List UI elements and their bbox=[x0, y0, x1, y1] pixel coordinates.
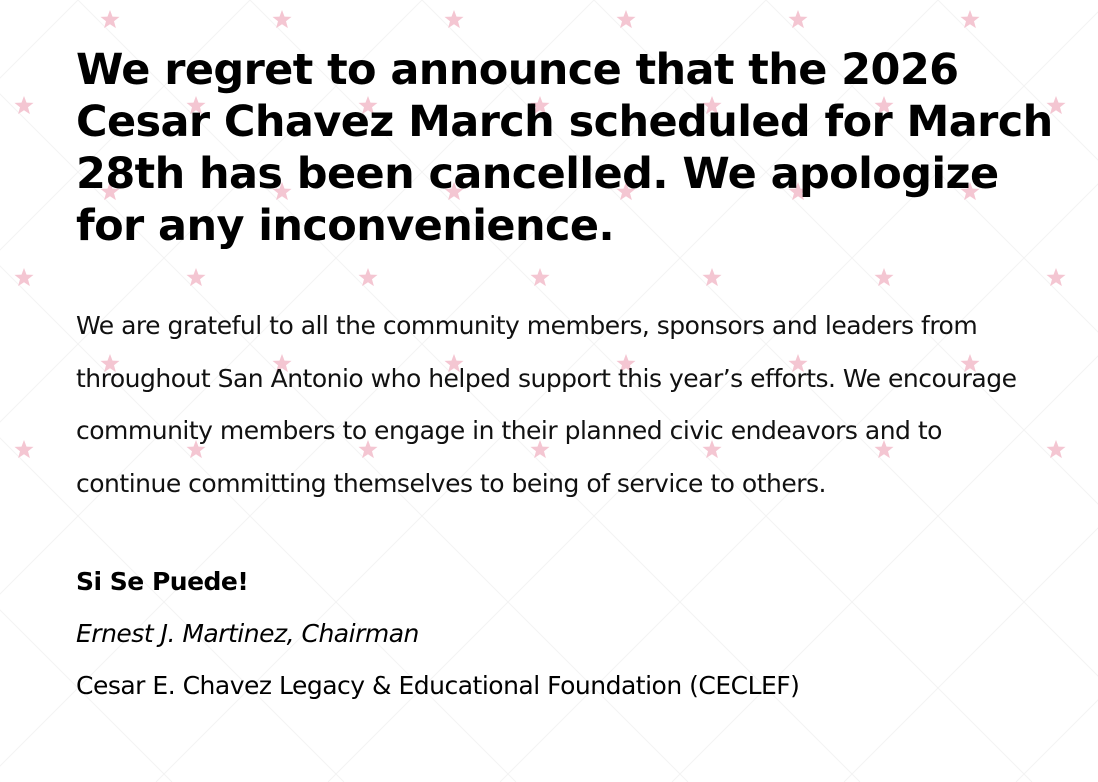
announcement-content bbox=[76, 44, 1066, 712]
cancellation-headline: We regret to announce that the 2026 Cesar Chavez March scheduled for March 28th has been cancelled. We apologize for any inconvenience. bbox=[76, 45, 1053, 251]
chairman-signature: Ernest J. Martinez, Chairman bbox=[76, 619, 419, 648]
gratitude-message: We are grateful to all the community members, sponsors and leaders from throughout San Antonio who helped support this year’s efforts. We encourage community members to engage in their planned civic endeavors and to continue committing themselves to being of service to others. bbox=[76, 311, 1017, 498]
foundation-name: Cesar E. Chavez Legacy & Educational Foundation (CECLEF) bbox=[76, 671, 800, 700]
motto-text: Si Se Puede! bbox=[76, 567, 249, 596]
